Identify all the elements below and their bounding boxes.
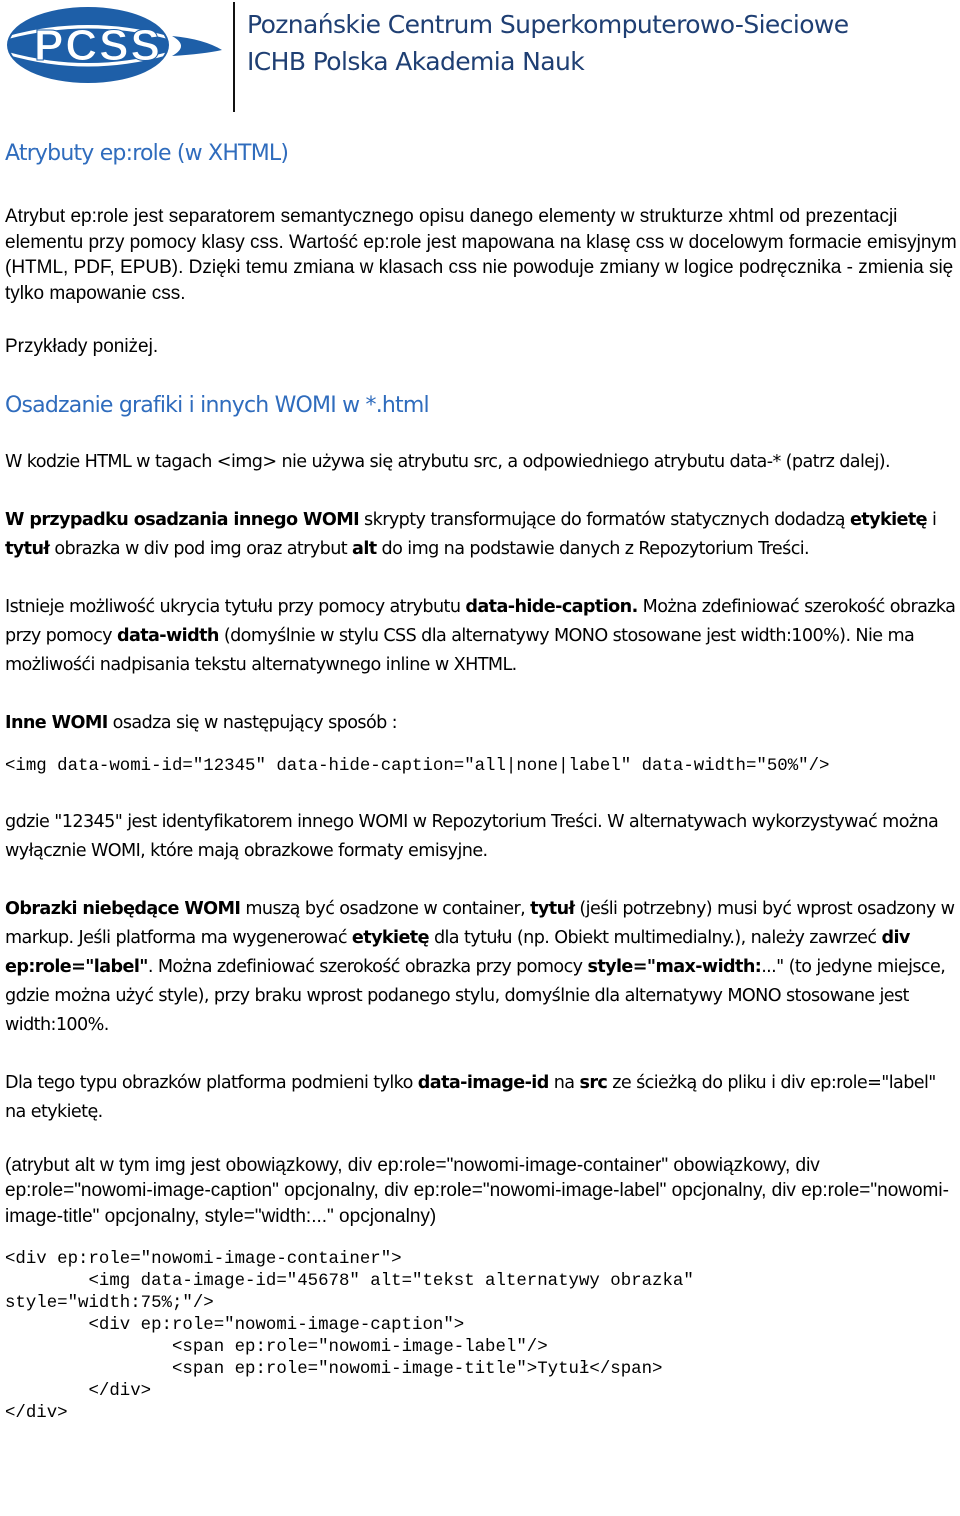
bold-text: tytuł bbox=[5, 538, 50, 559]
text: (jeśli potrzebny) musi być wprost osadzony w markup. Jeśli platforma ma wygenerować bbox=[5, 898, 955, 948]
page-header bbox=[0, 0, 960, 115]
code-sample-womi-img: <img data-womi-id="12345" data-hide-caption="all|none|label" data-width="50%"/> bbox=[5, 756, 830, 776]
logo-text: PCSS bbox=[34, 21, 162, 70]
code-line: style="width:75%;"/> bbox=[5, 1294, 214, 1313]
text: na bbox=[548, 1072, 580, 1093]
section-title-ep-role: Atrybuty ep:role (w XHTML) bbox=[5, 141, 289, 166]
bold-text: div ep:role="label" bbox=[5, 927, 910, 977]
org-line-1: Poznańskie Centrum Superkomputerowo-Sieciowe bbox=[247, 10, 849, 39]
text: (domyślnie w stylu CSS dla alternatywy MONO stosowane jest width:100%). Nie ma możliwośći nadpisania tekstu alternatywnego inline w XHTML. bbox=[5, 625, 915, 675]
text: i bbox=[927, 509, 937, 530]
header-divider bbox=[233, 2, 235, 112]
code-line: <span ep:role="nowomi-image-title">Tytuł</span> bbox=[5, 1360, 663, 1379]
code-line: <div ep:role="nowomi-image-caption"> bbox=[5, 1316, 465, 1335]
paragraph-img-src: W kodzie HTML w tagach <img> nie używa się atrybutu src, a odpowiedniego atrybutu data-* (patrz dalej). bbox=[5, 451, 891, 472]
text: Można zdefiniować szerokość obrazka przy pomocy bbox=[5, 596, 956, 646]
bold-text: etykietę bbox=[849, 509, 927, 530]
text: dla tytułu (np. Obiekt multimedialny.), należy zawrzeć bbox=[428, 927, 882, 948]
org-line-2: ICHB Polska Akademia Nauk bbox=[247, 47, 585, 76]
bold-text: tytuł bbox=[530, 898, 575, 919]
text: do img na podstawie danych z Repozytorium Treści. bbox=[376, 538, 810, 559]
paragraph-other-womi bbox=[5, 506, 957, 564]
bold-text: etykietę bbox=[351, 927, 429, 948]
text: muszą być osadzone w container, bbox=[240, 898, 531, 919]
bold-text: src bbox=[579, 1072, 608, 1093]
paragraph-non-womi-images bbox=[5, 895, 957, 1040]
bold-text: data-hide-caption. bbox=[465, 596, 638, 617]
bold-text: alt bbox=[352, 538, 377, 559]
document-body bbox=[5, 140, 957, 1455]
paragraph-image-id-replace bbox=[5, 1069, 957, 1127]
examples-note: Przykłady poniżej. bbox=[5, 336, 159, 357]
paragraph-attribute-requirements: (atrybut alt w tym img jest obowiązkowy, div ep:role="nowomi-image-container" obowiązkowy, div ep:role="nowomi-image-caption" opcjonalny, div ep:role="nowomi-image-label" opcjonalny, div ep:role="nowomi-image-title" opcjonalny, style="width:..." opcjonalny) bbox=[5, 1154, 949, 1227]
code-sample-nowomi-container bbox=[5, 1249, 957, 1425]
organization-name bbox=[247, 6, 849, 80]
code-line: <div ep:role="nowomi-image-container"> bbox=[5, 1250, 402, 1269]
text: ..." (to jedyne miejsce, gdzie można użyć style), przy braku wprost podanego stylu, domyślnie dla alternatywy MONO stosowane jest width:100%. bbox=[5, 956, 946, 1035]
bold-text: data-width bbox=[116, 625, 219, 646]
code-line: <span ep:role="nowomi-image-label"/> bbox=[5, 1338, 548, 1357]
text: Istnieje możliwość ukrycia tytułu przy pomocy atrybutu bbox=[5, 596, 466, 617]
text: skrypty transformujące do formatów statycznych dodadzą bbox=[359, 509, 850, 530]
bold-text: Obrazki niebędące WOMI bbox=[5, 898, 241, 919]
pcss-logo bbox=[4, 6, 226, 84]
code-line: </div> bbox=[5, 1404, 68, 1423]
paragraph-womi-id: gdzie "12345" jest identyfikatorem innego WOMI w Repozytorium Treści. W alternatywach wykorzystywać można wyłącznie WOMI, które mają obrazkowe formaty emisyjne. bbox=[5, 811, 939, 861]
text: obrazka w div pod img oraz atrybut bbox=[49, 538, 353, 559]
section-title-womi: Osadzanie grafiki i innych WOMI w *.html bbox=[5, 392, 429, 418]
bold-text: Inne WOMI bbox=[5, 712, 108, 733]
bold-text: style="max-width: bbox=[587, 956, 762, 977]
text: ze ścieżką do pliku i div ep:role="label" na etykietę. bbox=[5, 1072, 936, 1122]
text: . Można zdefiniować szerokość obrazka przy pomocy bbox=[147, 956, 588, 977]
intro-paragraph: Atrybut ep:role jest separatorem semantycznego opisu danego elementy w strukturze xhtml od prezentacji elementu przy pomocy klasy css. Wartość ep:role jest mapowana na klasę css w docelowym formacie emisyjnym (HTML, PDF, EPUB). Dzięki temu zmiana w klasach css nie powoduje zmiany w logice podręcznika - zmienia się tylko mapowanie css. bbox=[5, 206, 957, 304]
bold-text: data-image-id bbox=[417, 1072, 549, 1093]
text: osadza się w następujący sposób : bbox=[107, 712, 398, 733]
code-line: </div> bbox=[5, 1382, 152, 1401]
bold-text: W przypadku osadzania innego WOMI bbox=[5, 509, 360, 530]
paragraph-inne-womi bbox=[5, 709, 957, 738]
text: Dla tego typu obrazków platforma podmieni tylko bbox=[5, 1072, 418, 1093]
paragraph-hide-caption bbox=[5, 593, 957, 680]
code-line: <img data-image-id="45678" alt="tekst alternatywy obrazka" bbox=[5, 1272, 694, 1291]
